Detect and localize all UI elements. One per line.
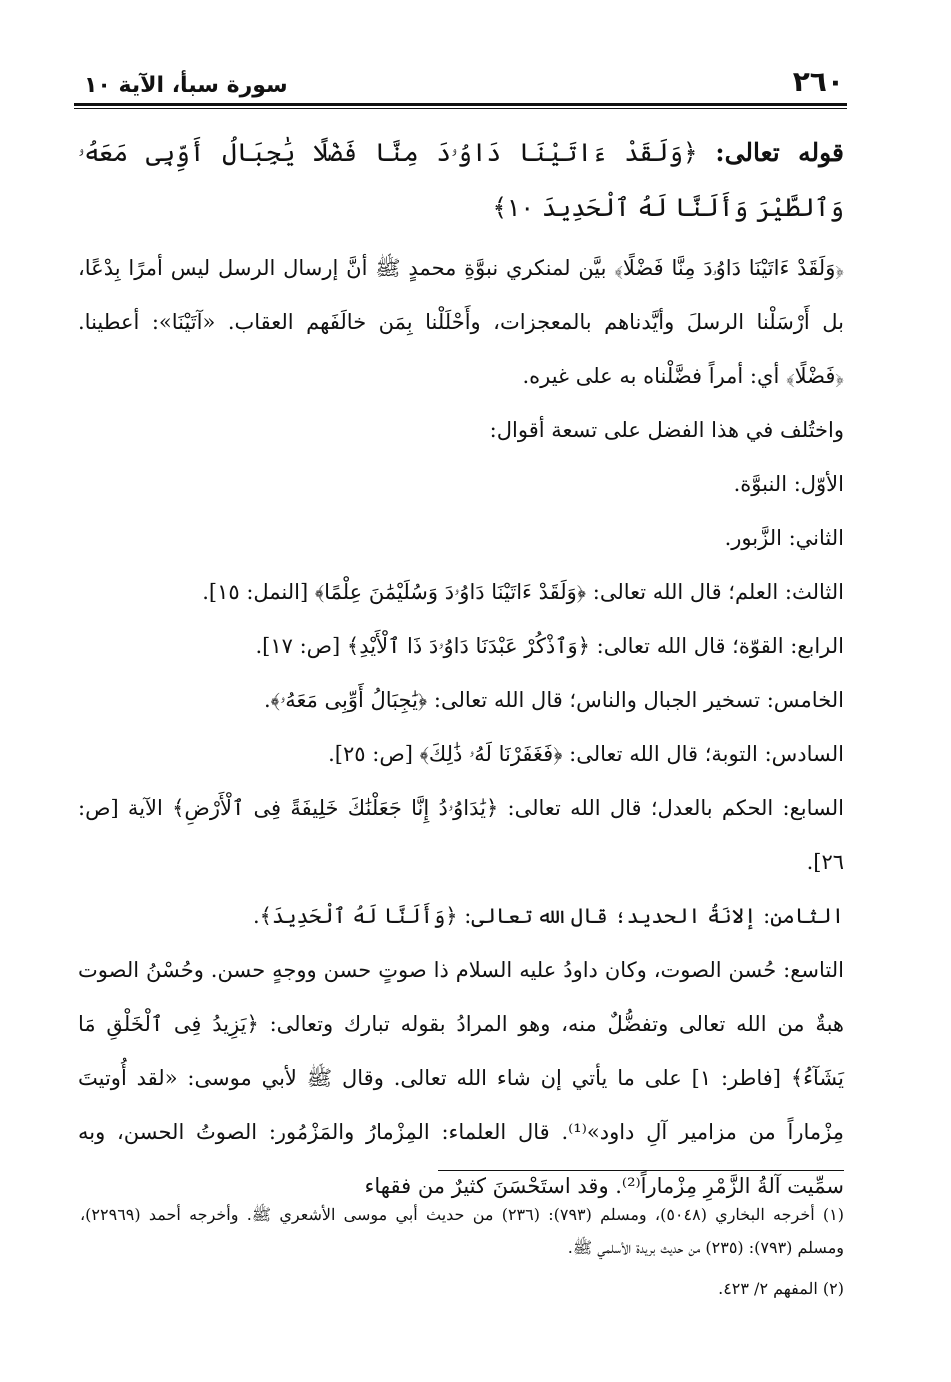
footnote-2: (٢) المفهم ٢/ ٤٢٣. [718, 1279, 844, 1298]
verse-heading [78, 125, 844, 235]
running-title: سورة سبأ، الآية ١٠ [84, 73, 288, 98]
commentary-paragraph: ﴿وَلَقَدْ ءَاتَيْنَا دَاوُۥدَ مِنَّا فَضْلًا﴾ بيَّن لمنكري نبوَّةِ محمدٍ ﷺ أنَّ إرسال الرسل ليس أمرًا بِدْعًا، بل أَرْسَلْنا الرسلَ وأيَّدناهم بالمعجزات، وأَحْلَلْنا بِمَن خالَفَهم العقاب. «آتَيْنَا»: أعطينا. ﴿فَضْلًا﴾ أي: أمراً فضَّلْناه به على غيره. [78, 256, 844, 388]
list-item-8: الثامن: إلانَةُ الحديد؛ قال الله تعالى: ﴿وَأَلَنَّا لَهُ ٱلْحَدِيدَ﴾. [252, 904, 844, 928]
header-rule [74, 103, 847, 106]
main-text [78, 125, 844, 1213]
list-item-7: السابع: الحكم بالعدل؛ قال الله تعالى: ﴿يَٰدَاوُۥدُ إِنَّا جَعَلْنَٰكَ خَلِيفَةً فِى ٱلْأَرْضِ﴾ الآية [ص: ٢٦]. [78, 796, 844, 874]
list-item-3: الثالث: العلم؛ قال الله تعالى: ﴿وَلَقَدْ ءَاتَيْنَا دَاوُۥدَ وَسُلَيْمَٰنَ عِلْمًا﴾ [النمل: ١٥]. [202, 580, 844, 604]
list-item-2: الثاني: الزَّبور. [724, 526, 844, 550]
verse-heading-label: قوله تعالى: [715, 138, 844, 167]
footnotes [80, 1198, 844, 1305]
verse-heading-text: ﴿وَلَقَدْ ءَاتَيْنَا دَاوُۥدَ مِنَّا فَضْلًا يَٰجِبَالُ أَوِّبِى مَعَهُۥ وَٱلطَّيْرَ وَأَلَنَّا لَهُ ٱلْحَدِيدَ ١٠﴾ [78, 138, 844, 222]
footnote-1: (١) أخرجه البخاري (٥٠٤٨)، ومسلم (٧٩٣): (٢٣٦) من حديث أبي موسى الأشعري ﷺ. وأخرجه أحمد (٢٢٩٦٩)، ومسلم (٧٩٣): (٢٣٥) من حديث بريدة الأسلمي ﷺ. [80, 1205, 845, 1257]
list-item-6: السادس: التوبة؛ قال الله تعالى: ﴿فَغَفَرْنَا لَهُۥ ذَٰلِكَ﴾ [ص: ٢٥]. [328, 742, 844, 766]
list-item-1: الأوّل: النبوَّة. [733, 472, 844, 496]
running-header [84, 58, 844, 98]
list-item-5: الخامس: تسخير الجبال والناس؛ قال الله تعالى: ﴿يَٰجِبَالُ أَوِّبِى مَعَهُۥ﴾. [264, 688, 844, 712]
list-item-9: التاسع: حُسن الصوت، وكان داودُ عليه السلام ذا صوتٍ حسن ووجهٍ حسن. وحُسْنُ الصوت هبةٌ من الله تعالى وتفضُّلٌ منه، وهو المرادُ بقوله تبارك وتعالى: ﴿يَزِيدُ فِى ٱلْخَلْقِ مَا يَشَآءُ﴾ [فاطر: ١] على ما يأتي إن شاء الله تعالى. وقال ﷺ لأبي موسى: «لقد أُوتيتَ مِزْماراً من مزامير آلِ داود»⁽¹⁾. قال العلماء: المِزْمارُ والمَزْمُور: الصوتُ الحسن، وبه سمِّيت آلةُ الزَّمْرِ مِزْماراً⁽²⁾. وقد استَحْسَنَ كثيرٌ من فقهاء [78, 958, 845, 1198]
footnote-rule [438, 1170, 844, 1171]
list-intro: واختُلف في هذا الفضل على تسعة أقوال: [489, 418, 844, 442]
page-number: ٢٦٠ [792, 65, 844, 98]
list-item-4: الرابع: القوّة؛ قال الله تعالى: ﴿وَٱذْكُرْ عَبْدَنَا دَاوُۥدَ ذَا ٱلْأَيْدِ﴾ [ص: ١٧]. [255, 634, 844, 658]
